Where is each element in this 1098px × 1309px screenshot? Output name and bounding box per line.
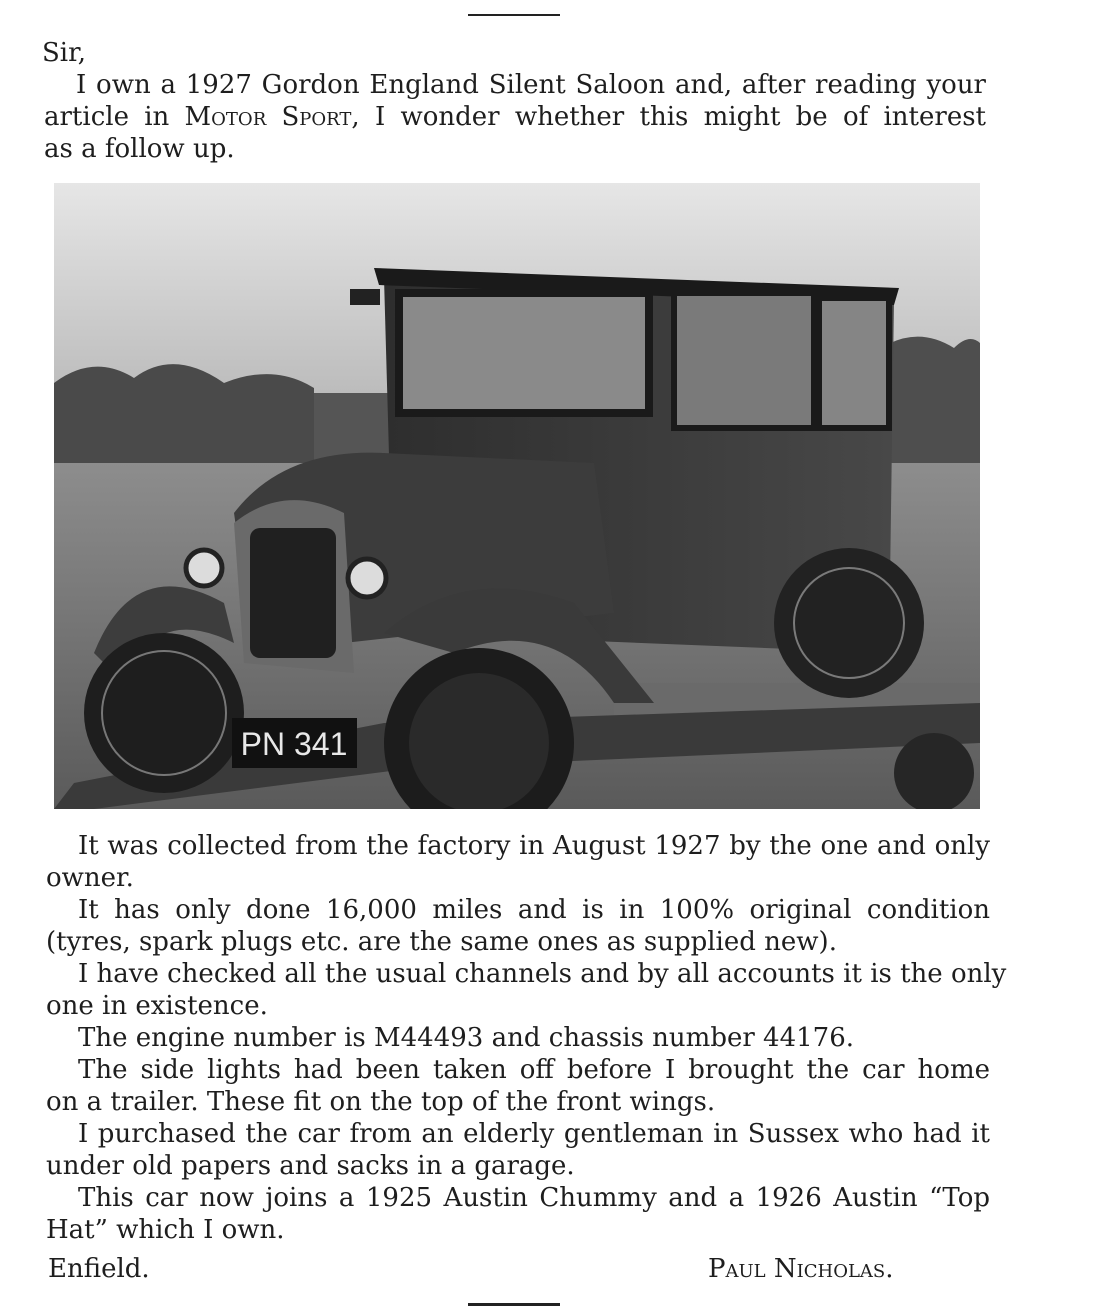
headlamp-right (348, 559, 386, 597)
rear-wheel (774, 548, 924, 698)
p7-line-2: Hat” which I own. (46, 1215, 285, 1245)
p7-line-1: This car now joins a 1925 Austin Chummy and a 1926 Austin “Top (78, 1183, 990, 1213)
bottom-divider (468, 1303, 560, 1306)
signature: Paul Nicholas. (708, 1254, 894, 1284)
intro-line-3: as a follow up. (44, 134, 235, 164)
mirror (350, 289, 380, 305)
car-photograph (54, 183, 980, 809)
magazine-title: Motor Sport (184, 102, 352, 132)
side-window-1 (674, 293, 814, 428)
p5-line-2: on a trailer. These fit on the top of the front wings. (46, 1087, 716, 1117)
top-divider (468, 14, 560, 16)
radiator-grille (250, 528, 336, 658)
intro-line-2 (44, 101, 986, 133)
p4-line-1: The engine number is M44493 and chassis number 44176. (78, 1023, 855, 1053)
p2-line-2: (tyres, spark plugs etc. are the same ones as supplied new). (46, 927, 837, 957)
p1-line-1: It was collected from the factory in August 1927 by the one and only (78, 831, 990, 861)
number-plate-text: PN 341 (240, 726, 348, 762)
side-window-2 (819, 298, 889, 428)
p1-line-2: owner. (46, 863, 134, 893)
p3-line-1: I have checked all the usual channels and by all accounts it is the only (78, 959, 1007, 989)
p3-line-2: one in existence. (46, 991, 268, 1021)
p6-line-2: under old papers and sacks in a garage. (46, 1151, 575, 1181)
salutation: Sir, (42, 38, 86, 68)
headlamp-left (186, 550, 222, 586)
windscreen (399, 293, 649, 413)
front-wheel-left (84, 633, 244, 793)
letter-body (46, 830, 1007, 1246)
intro-line-2-pre: article in (44, 102, 185, 132)
intro-line-1: I own a 1927 Gordon England Silent Saloon and, after reading your (76, 70, 986, 100)
car-illustration (54, 183, 980, 809)
intro-line-2-post: , I wonder whether this might be of interest (351, 102, 986, 132)
intro-paragraph (44, 69, 986, 165)
p2-line-1: It has only done 16,000 miles and is in 100% original condition (78, 895, 990, 925)
p6-line-1: I purchased the car from an elderly gentleman in Sussex who had it (78, 1119, 990, 1149)
sender-place: Enfield. (48, 1254, 150, 1284)
p5-line-1: The side lights had been taken off before I brought the car home (78, 1055, 990, 1085)
